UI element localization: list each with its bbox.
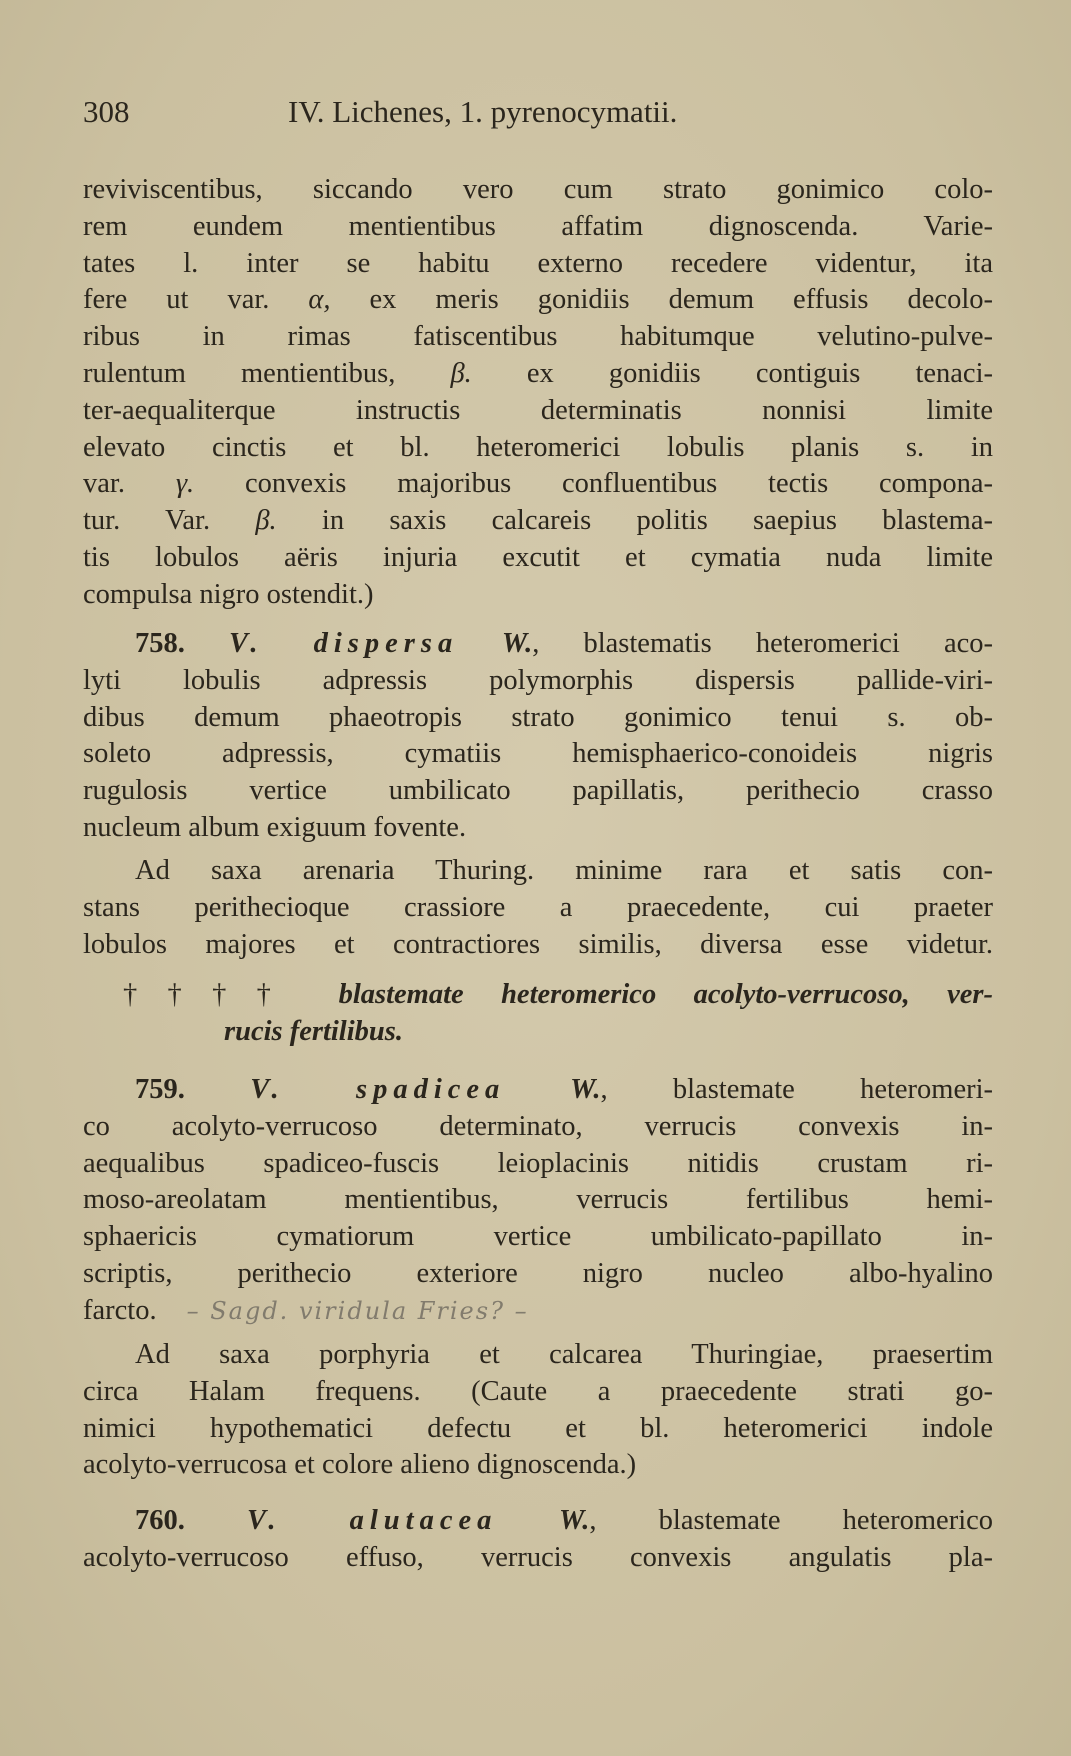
text-line (83, 503, 993, 540)
text-line (83, 1374, 993, 1411)
section-heading (83, 977, 993, 1051)
text-run: V. dispersa (229, 628, 459, 659)
text-run: ter-aequaliterque instructis determinatis nonnisi limite (83, 394, 993, 426)
text-line (83, 1014, 993, 1051)
text-run: 759. (135, 1074, 251, 1105)
text-line (83, 356, 993, 393)
text-run: W. (458, 628, 533, 659)
text-line (83, 540, 993, 577)
text-line (83, 466, 993, 503)
text-run: farcto. (83, 1294, 157, 1326)
text-run: moso-areolatam mentientibus, verrucis fertilibus hemi- (83, 1184, 993, 1216)
text-line (83, 1219, 993, 1256)
habitat-758 (83, 853, 993, 963)
text-run: , blastematis heteromerici aco- (532, 628, 994, 659)
page-number: 308 (83, 94, 130, 129)
text-line (83, 736, 993, 773)
text-line (83, 663, 993, 700)
text-run: scriptis, perithecio exteriore nigro nucleo albo-hyalino (83, 1257, 993, 1289)
text-run: ribus in rimas fatiscentibus habitumque velutino-pulve- (83, 321, 993, 353)
text-run: V. alutacea (247, 1505, 498, 1536)
handwritten-annotation: – Sagd. viridula Fries? – (186, 1296, 529, 1325)
paragraph-continuation (83, 172, 993, 614)
text-run: β. (450, 357, 472, 389)
text-run: soleto adpressis, cymatiis hemisphaerico-conoideis nigris (83, 738, 993, 770)
text-run: 758. (135, 628, 230, 659)
text-run: Ad saxa porphyria et calcarea Thuringiae, praesertim (135, 1339, 993, 1370)
text-run: , blastemate heteromeri- (600, 1074, 993, 1105)
text-line (83, 1256, 993, 1293)
text-run: γ. (175, 468, 195, 500)
text-run: compulsa nigro ostendit.) (83, 578, 374, 610)
text-line (83, 1540, 993, 1577)
text-line (83, 319, 993, 356)
text-line (83, 810, 993, 847)
text-run: W. (497, 1505, 590, 1536)
text-run: aequalibus spadiceo-fuscis leioplacinis nitidis crustam ri- (83, 1147, 993, 1179)
text-run: stans perithecioque crassiore a praecedente, cui praeter (83, 891, 993, 923)
text-line (83, 890, 993, 927)
text-run: in saxis calcareis politis saepius blastema- (276, 505, 993, 537)
entry-759 (83, 1072, 993, 1330)
text-line (83, 853, 993, 890)
text-run: rulentum mentientibus, (83, 357, 451, 389)
text-line (83, 282, 993, 319)
text-run: rem eundem mentientibus affatim dignoscenda. Varie- (83, 210, 993, 242)
text-line (83, 393, 993, 430)
text-run: β. (255, 505, 277, 537)
text-line (83, 977, 993, 1014)
text-line (83, 773, 993, 810)
text-run: rugulosis vertice umbilicato papillatis, perithecio crasso (83, 775, 993, 807)
text-run: α, (308, 284, 331, 316)
text-run: tur. Var. (83, 505, 256, 537)
text-run: blastemate heteromerico acolyto-verrucoso, ver- (338, 979, 994, 1010)
text-line (83, 1109, 993, 1146)
text-line (83, 700, 993, 737)
text-line (83, 577, 993, 614)
text-run: ex meris gonidiis demum effusis decolo- (330, 284, 993, 316)
text-line (83, 209, 993, 246)
text-run: nimici hypothematici defectu et bl. heteromerici indole (83, 1412, 993, 1444)
text-run: lobulos majores et contractiores similis, diversa esse videtur. (83, 928, 993, 960)
text-line (83, 1146, 993, 1183)
text-line (83, 1293, 993, 1330)
text-run: tis lobulos aëris injuria excutit et cymatia nuda limite (83, 541, 993, 573)
text-run: 760. (135, 1505, 248, 1536)
running-header (83, 94, 993, 134)
habitat-759 (83, 1337, 993, 1484)
text-run: lyti lobulis adpressis polymorphis dispersis pallide-viri- (83, 664, 993, 696)
text-line (83, 172, 993, 209)
text-run: co acolyto-verrucoso determinato, verrucis convexis in- (83, 1110, 993, 1142)
text-line (83, 1182, 993, 1219)
text-run: convexis majoribus confluentibus tectis compona- (194, 468, 993, 500)
text-line (83, 1337, 993, 1374)
text-run: reviviscentibus, siccando vero cum strato gonimico colo- (83, 174, 993, 205)
text-line (83, 1503, 993, 1540)
text-run: sphaericis cymatiorum vertice umbilicato-papillato in- (83, 1221, 993, 1253)
text-line (83, 430, 993, 467)
text-run: †††† (123, 979, 339, 1010)
entry-760 (83, 1503, 993, 1577)
text-run: elevato cinctis et bl. heteromerici lobulis planis s. in (83, 431, 993, 463)
text-run: var. (83, 468, 176, 500)
text-run: dibus demum phaeotropis strato gonimico tenui s. ob- (83, 701, 993, 733)
text-line (83, 626, 993, 663)
running-title: IV. Lichenes, 1. pyrenocymatii. (288, 94, 678, 129)
text-run: rucis fertilibus. (224, 1015, 403, 1047)
text-line (83, 1447, 993, 1484)
entry-758 (83, 626, 993, 847)
text-run: V. spadicea (250, 1074, 506, 1105)
text-run: fere ut var. (83, 284, 309, 316)
text-line (83, 927, 993, 964)
text-run: ex gonidiis contiguis tenaci- (471, 357, 993, 389)
text-run: W. (505, 1074, 601, 1105)
text-line (83, 246, 993, 283)
text-line (83, 1072, 993, 1109)
text-run: tates l. inter se habitu externo recedere videntur, ita (83, 247, 993, 279)
text-run: , blastemate heteromerico (589, 1505, 994, 1536)
text-run: circa Halam frequens. (Caute a praecedente strati go- (83, 1375, 993, 1407)
text-line (83, 1411, 993, 1448)
text-run: Ad saxa arenaria Thuring. minime rara et satis con- (135, 855, 993, 886)
text-run: acolyto-verrucoso effuso, verrucis convexis angulatis pla- (83, 1541, 993, 1573)
text-run: nucleum album exiguum fovente. (83, 811, 467, 843)
text-run: acolyto-verrucosa et colore alieno dignoscenda.) (83, 1449, 637, 1481)
